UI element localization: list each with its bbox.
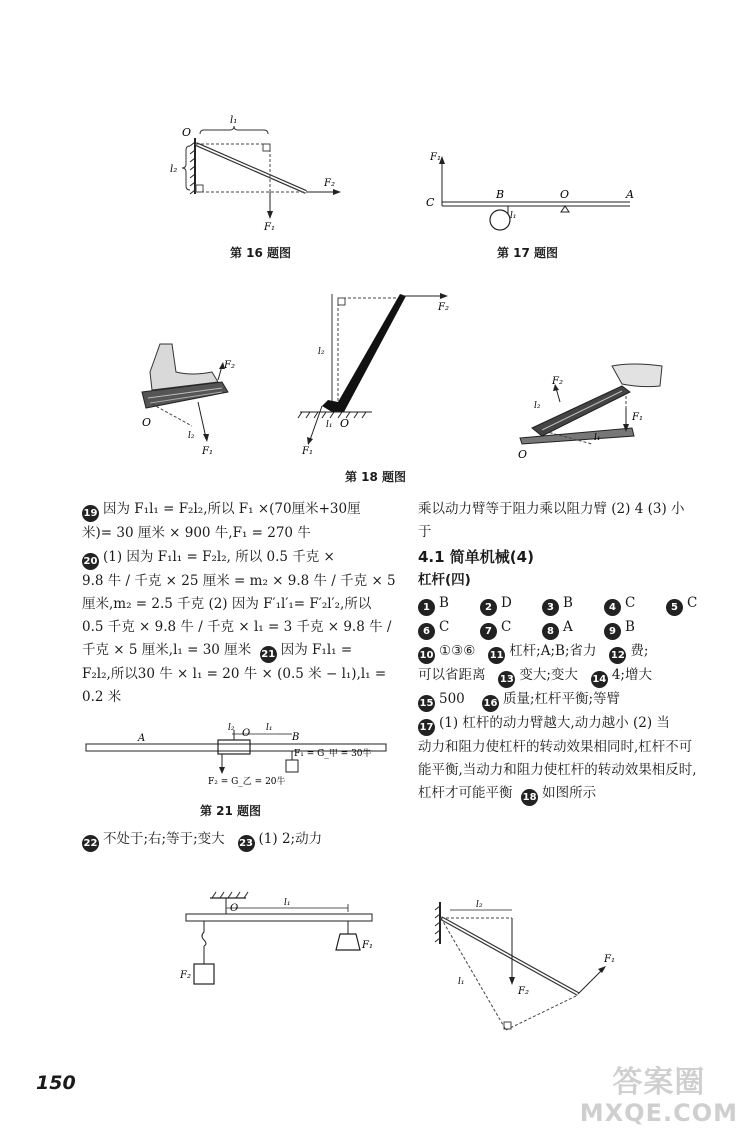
- figure-answer-18-left: [180, 888, 380, 998]
- fig16-label-F2: F₂: [324, 178, 335, 189]
- figure-17: [420, 140, 640, 240]
- page-number: 150: [36, 1072, 76, 1094]
- fig16-label-O: O: [182, 126, 192, 139]
- fig18ans-right-label-F1: F₁: [604, 954, 615, 965]
- question-number-20: 20: [82, 553, 99, 570]
- fig17-label-O: O: [560, 188, 570, 201]
- fig21-label-A: A: [138, 733, 146, 744]
- fig17-label-C: C: [426, 196, 435, 209]
- fig21-label-l1: l₁: [266, 723, 273, 733]
- fig18b-label-O: O: [340, 417, 350, 430]
- fig17-label-F1: F₁: [430, 152, 441, 163]
- answer-12-14: 可以省距离 13 变大;变大 14 4;增大: [418, 664, 718, 688]
- caption-figure-16: 第 16 题图: [230, 246, 292, 260]
- fig18ans-left-label-F2: F₂: [180, 970, 191, 981]
- figure-answer-18-right: [430, 892, 630, 1042]
- fig18a-label-F2: F₂: [224, 360, 235, 371]
- fig17-label-A: A: [626, 188, 634, 201]
- figure-18-lever: [292, 288, 462, 460]
- fig18ans-left-label-F1: F₁: [362, 940, 373, 951]
- fig18b-label-l1: l₁: [326, 420, 333, 430]
- answer-23-continued: 乘以动力臂等于阻力乘以阻力臂 (2) 4 (3) 小: [418, 501, 685, 517]
- answer-20: 20 (1) 因为 F₁l₁ = F₂l₂, 所以 0.5 千克 × 9.8 牛 / 千克 × 25 厘米 = m₂ × 9.8 牛 / 千克 × 5 厘米,m₂ = 2.5 千克 (2) 因为 F′₁l′₁= F′₂l′₂,所以 0.5 千克 × 9.8 牛 / 千克 × l₁ = 3 千克 × 9.8 牛 / 千克 × 5 厘米,l₁ = 30 厘米 21 因为 F₁l₁ = F₂l₂,所以30 牛 × l₁ = 20 牛 × (0.5 米 − l₁),l₁ = 0.2 米: [82, 549, 396, 705]
- fig18b-label-F1: F₁: [302, 446, 313, 457]
- answer-22-23: 22 不处于;右;等于;变大 23 (1) 2;动力: [82, 828, 402, 852]
- fig21-label-B: B: [292, 732, 300, 743]
- fig18c-label-l1: l₁: [594, 433, 601, 443]
- subsection-heading: 杠杆(四): [418, 572, 471, 588]
- caption-figure-21: 第 21 题图: [200, 804, 262, 818]
- fig18b-label-F2: F₂: [438, 302, 449, 313]
- fig18c-label-F2: F₂: [552, 376, 563, 387]
- mc-row-1: 1 B 2 D 3 B 4 C 5 C: [418, 592, 718, 616]
- fig18a-label-O: O: [142, 416, 152, 429]
- fig17-label-l1: l₁: [510, 211, 517, 221]
- question-number-19: 19: [82, 505, 99, 522]
- watermark-logo: 答案圈 MXQE.COM: [579, 1065, 738, 1127]
- fig18c-label-O: O: [518, 448, 528, 461]
- question-number-23: 23: [238, 835, 255, 852]
- fig18a-label-F1: F₁: [202, 446, 213, 457]
- fig16-label-l2: l₂: [170, 164, 178, 175]
- fig18c-label-l2: l₂: [534, 401, 541, 411]
- figure-18-stapler: [512, 358, 672, 462]
- answer-10-12: 10 ①③⑥ 11 杠杆;A;B;省力 12 费;: [418, 640, 718, 664]
- mc-row-2: 6 C 7 C 8 A 9 B: [418, 616, 718, 640]
- fig21-label-F2: F₂ = G_乙 = 20牛: [208, 777, 286, 787]
- question-number-21: 21: [260, 646, 277, 663]
- section-heading: 4.1 简单机械(4): [418, 548, 534, 566]
- figure-18-foot: [132, 342, 242, 462]
- fig18ans-left-label-O: O: [230, 903, 239, 914]
- caption-figure-18: 第 18 题图: [345, 470, 407, 484]
- fig18ans-left-label-l1: l₁: [284, 898, 291, 908]
- fig17-label-B: B: [496, 188, 505, 201]
- answer-19: 19 因为 F₁l₁ = F₂l₂,所以 F₁ ×(70厘米+30厘 米)= 30 厘米 × 900 牛,F₁ = 270 牛: [82, 501, 361, 541]
- fig21-label-O: O: [242, 728, 251, 739]
- fig18a-label-l2: l₂: [188, 431, 195, 441]
- fig18ans-right-label-l2: l₂: [476, 900, 483, 910]
- figure-16: [160, 108, 350, 238]
- fig18ans-right-label-F2: F₂: [518, 986, 529, 997]
- figure-21: [82, 722, 392, 792]
- fig18b-label-l2: l₂: [318, 347, 325, 357]
- fig21-label-F1: F₁ = G_甲 = 30牛: [294, 749, 372, 759]
- answer-15-16: 15 500 16 质量;杠杆平衡;等臂: [418, 688, 718, 712]
- question-number-22: 22: [82, 835, 99, 852]
- fig16-label-l1: l₁: [230, 115, 238, 126]
- fig18ans-right-label-l1: l₁: [458, 977, 465, 987]
- fig18c-label-F1: F₁: [632, 412, 643, 423]
- fig16-label-F1: F₁: [264, 222, 275, 233]
- fig21-label-l2: l₂: [228, 723, 235, 733]
- caption-figure-17: 第 17 题图: [497, 246, 559, 260]
- answer-17: 17 (1) 杠杆的动力臂越大,动力越小 (2) 当 动力和阻力使杠杆的转动效果相同时,杠杆不可 能平衡,当动力和阻力使杠杆的转动效果相反时, 杠杆才可能平衡 18 如图所示: [418, 712, 718, 806]
- right-column: 乘以动力臂等于阻力乘以阻力臂 (2) 4 (3) 小 于 4.1 简单机械(4) 杠杆(四) 1 B 2 D 3 B 4 C 5 C 6 C 7 C 8 A 9 B 10 ①③⑥ 11 杠杆;A;B;省力 12 费; 可以省距离 13 变大;变大 14 4;增大 15 500 16 质量;杠杆平衡;等臂 17 (1) 杠杆的动力臂越大,动力越小 (2) 当 动力和阻力使杠杆的转动效果相同时,杠杆不可 能平衡,当动力和阻力使杠杆的转动效果相反时, 杠杆才可能平衡 18 如图所示: [418, 498, 718, 806]
